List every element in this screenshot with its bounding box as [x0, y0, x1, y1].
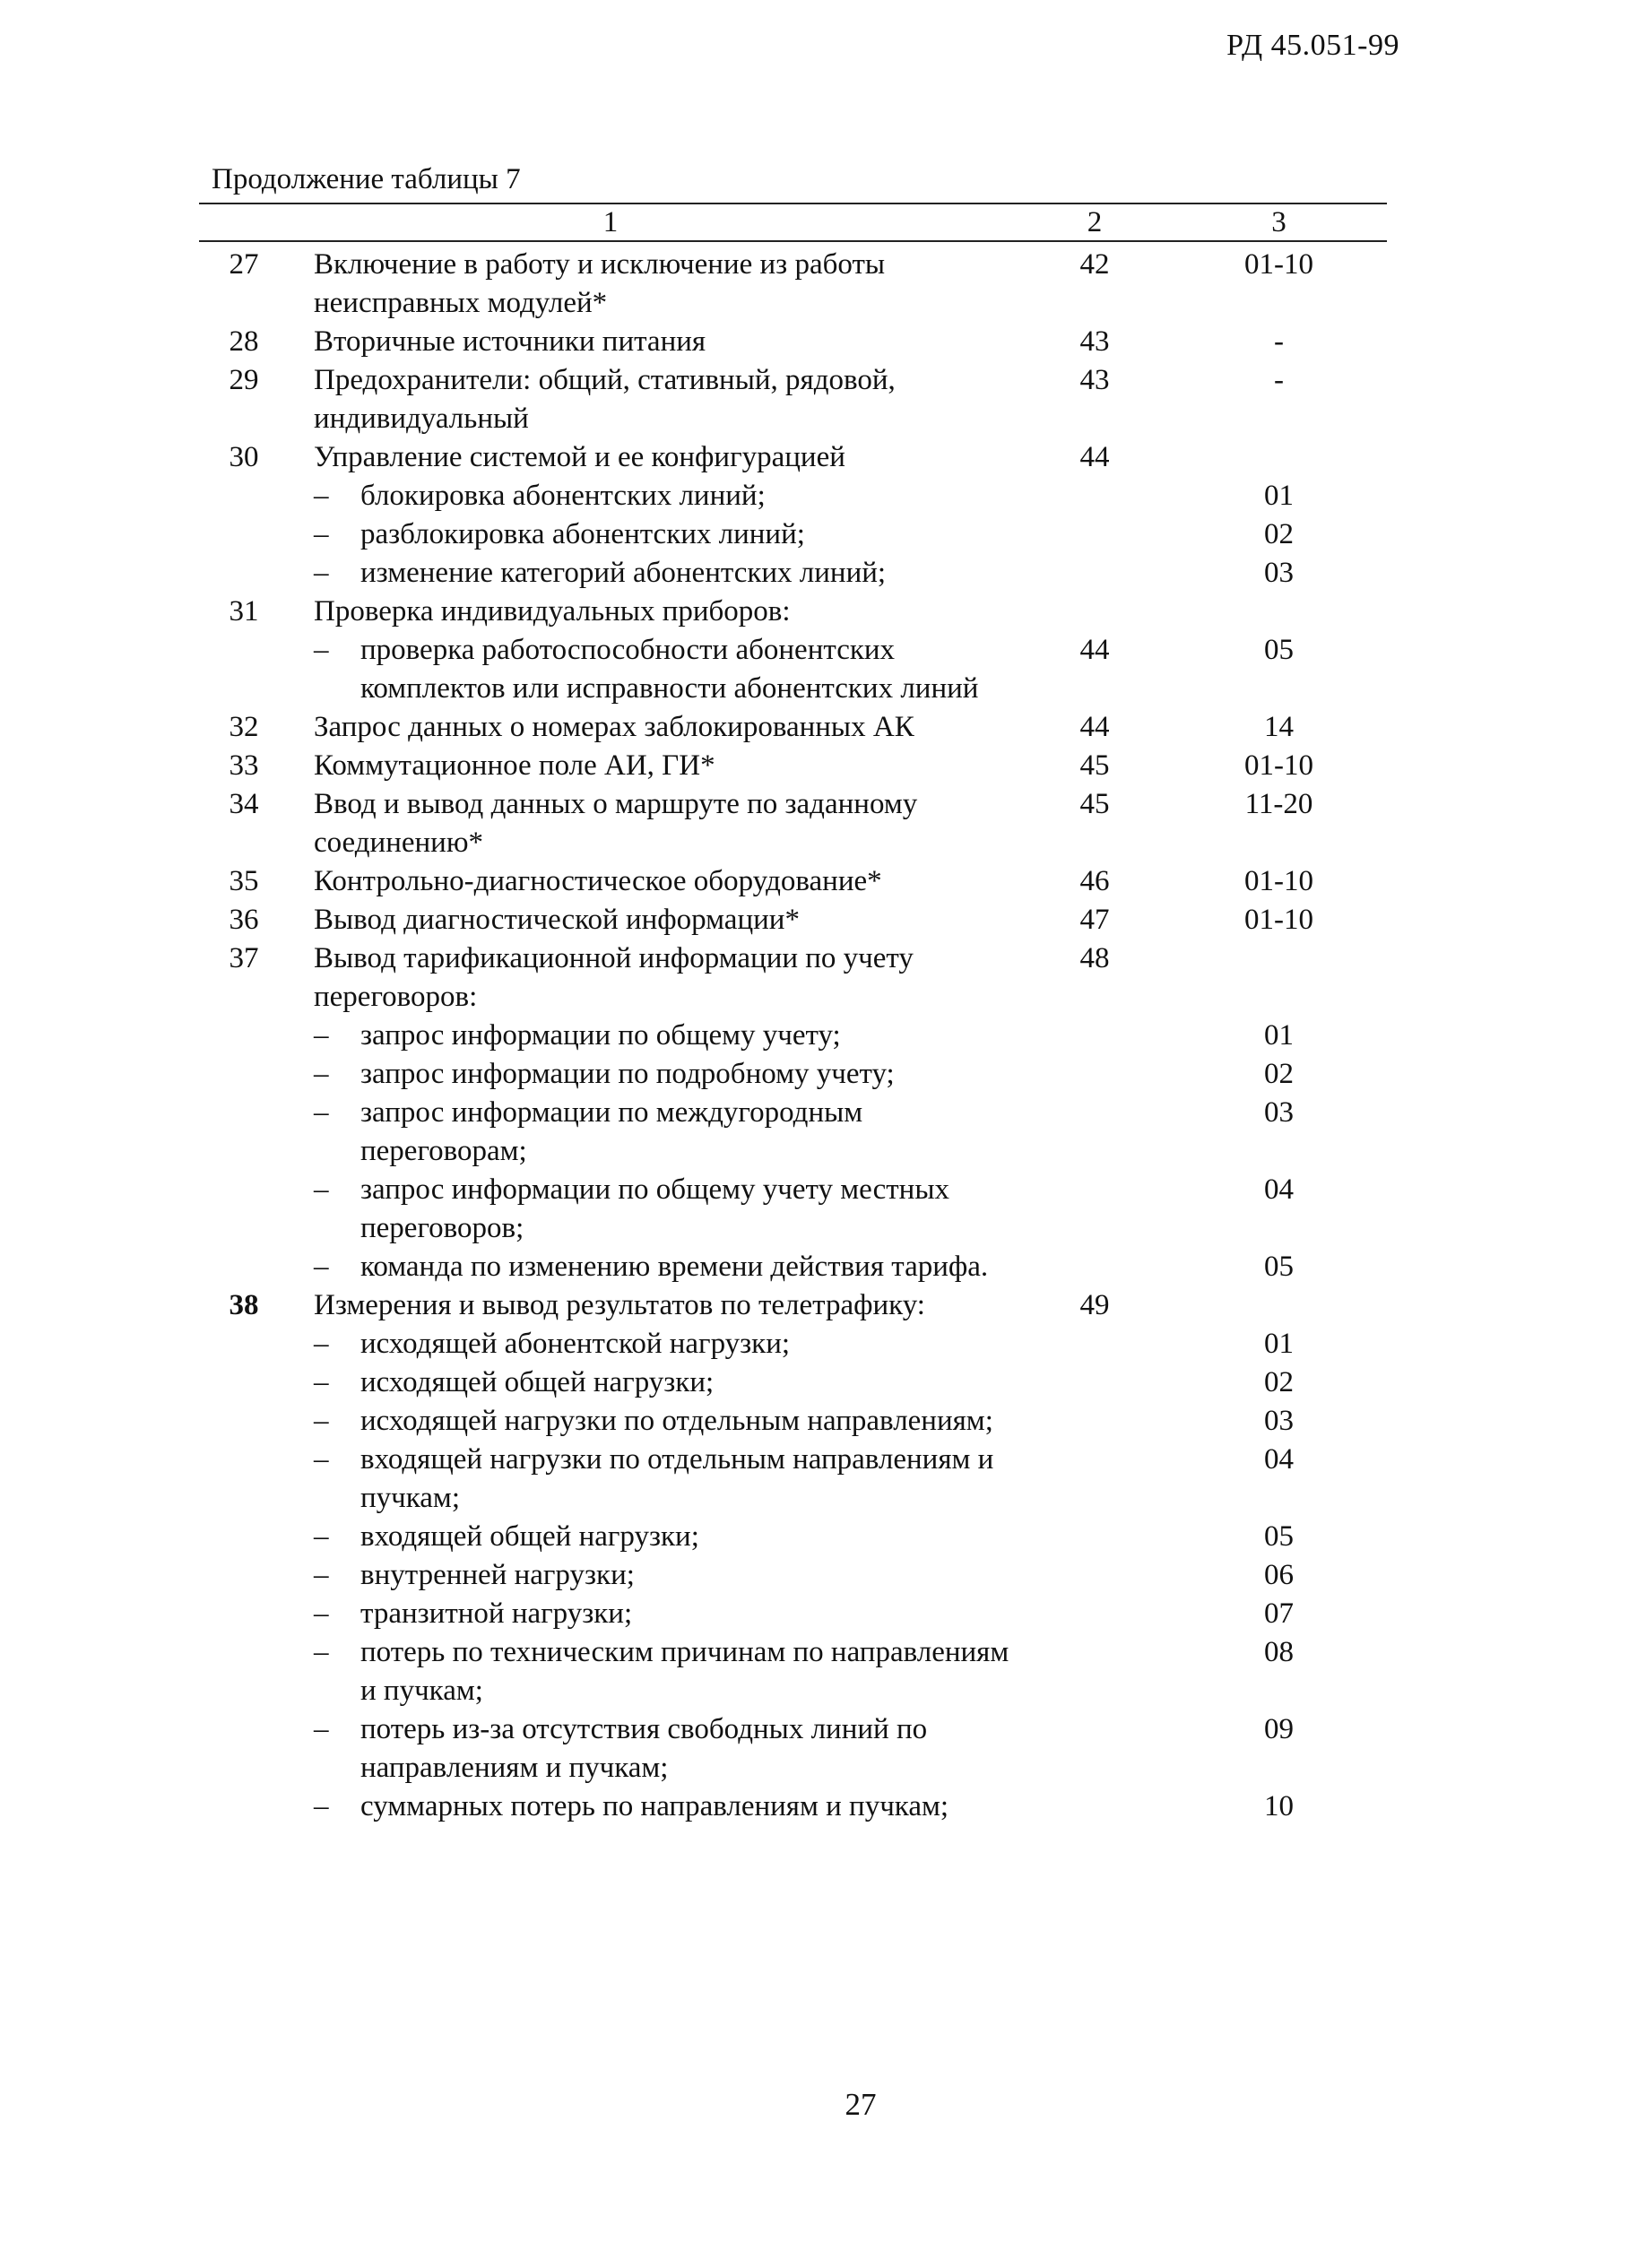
row-col-3: 02 — [1264, 1058, 1294, 1090]
row-number — [188, 1171, 299, 1248]
table-sub-row — [199, 515, 1387, 554]
row-col-3: 07 — [1264, 1597, 1294, 1630]
row-number — [188, 1788, 299, 1826]
list-dash: – — [314, 1559, 329, 1591]
row-number — [188, 631, 299, 708]
row-description — [310, 1402, 1018, 1441]
table-caption: Продолжение таблицы 7 — [212, 163, 521, 195]
row-col-3: 01 — [1264, 1019, 1294, 1052]
row-number — [188, 1017, 299, 1055]
row-col-3: 04 — [1264, 1173, 1294, 1206]
sub-item-text: внутренней нагрузки; — [360, 1559, 635, 1591]
row-col-2 — [1018, 554, 1171, 593]
list-dash: – — [314, 557, 329, 589]
row-col-3: 05 — [1264, 1520, 1294, 1553]
list-dash: – — [314, 480, 329, 512]
list-dash: – — [314, 1790, 329, 1822]
row-description: Ввод и вывод данных о маршруте по заданному соединению* — [314, 788, 918, 859]
row-description: Коммутационное поле АИ, ГИ* — [314, 749, 715, 782]
row-col-2 — [1018, 1017, 1171, 1055]
sub-item-text: запрос информации по общему учету местных переговоров; — [360, 1173, 949, 1244]
row-col-2 — [1018, 1595, 1171, 1633]
row-description — [310, 477, 1018, 515]
table-sub-row — [199, 1402, 1387, 1441]
sub-item-text: команда по изменению времени действия тарифа. — [360, 1251, 989, 1283]
row-number: 27 — [229, 248, 259, 281]
row-col-3: 09 — [1264, 1713, 1294, 1745]
row-col-2 — [1018, 593, 1171, 631]
row-description — [310, 631, 1018, 708]
row-description: Предохранители: общий, стативный, рядовой, индивидуальный — [314, 364, 896, 435]
row-col-3: 01-10 — [1244, 248, 1313, 281]
row-col-3: 01-10 — [1244, 865, 1313, 897]
row-col-3: 05 — [1264, 634, 1294, 666]
table-row — [199, 939, 1387, 1017]
table-row — [199, 747, 1387, 785]
row-col-2 — [1018, 1325, 1171, 1363]
row-col-2: 45 — [1079, 749, 1110, 782]
table-header-row — [199, 204, 1387, 240]
table-row — [199, 361, 1387, 438]
table-sub-row — [199, 1556, 1387, 1595]
row-description — [310, 1248, 1018, 1286]
table-body — [199, 242, 1387, 1826]
row-description: Вторичные источники питания — [314, 325, 706, 358]
row-description — [310, 1171, 1018, 1248]
row-col-2 — [1018, 477, 1171, 515]
table-sub-row — [199, 1363, 1387, 1402]
list-dash: – — [314, 1405, 329, 1437]
row-number: 36 — [229, 904, 259, 936]
row-col-3: - — [1274, 364, 1284, 396]
row-col-2: 43 — [1079, 325, 1110, 358]
sub-item-text: суммарных потерь по направлениям и пучкам; — [360, 1790, 949, 1822]
row-number: 38 — [229, 1289, 259, 1321]
list-dash: – — [314, 1713, 329, 1745]
row-col-2: 47 — [1079, 904, 1110, 936]
row-col-2 — [1018, 1171, 1171, 1248]
list-dash: – — [314, 518, 329, 550]
row-number: 29 — [229, 364, 259, 396]
row-number — [188, 515, 299, 554]
table-row — [199, 901, 1387, 939]
row-description: Запрос данных о номерах заблокированных АК — [314, 711, 914, 743]
sub-item-text: входящей общей нагрузки; — [360, 1520, 699, 1553]
row-number — [188, 477, 299, 515]
sub-item-text: проверка работоспособности абонентских комплектов или исправности абонентских линий — [360, 634, 979, 705]
table-sub-row — [199, 1055, 1387, 1094]
row-number: 34 — [229, 788, 259, 820]
row-col-2: 46 — [1079, 865, 1110, 897]
sub-item-text: транзитной нагрузки; — [360, 1597, 633, 1630]
row-col-2: 44 — [1079, 711, 1110, 743]
row-col-2: 48 — [1079, 942, 1110, 974]
table-sub-row — [199, 1633, 1387, 1710]
row-col-2 — [1018, 1710, 1171, 1788]
row-number — [188, 1710, 299, 1788]
row-number — [188, 554, 299, 593]
row-number — [188, 1402, 299, 1441]
row-col-3: 03 — [1264, 1405, 1294, 1437]
row-description — [310, 554, 1018, 593]
row-col-3: 06 — [1264, 1559, 1294, 1591]
row-number — [188, 1441, 299, 1518]
table-sub-row — [199, 1595, 1387, 1633]
row-number — [188, 1595, 299, 1633]
list-dash: – — [314, 1019, 329, 1052]
row-number: 33 — [229, 749, 259, 782]
row-col-3: 02 — [1264, 1366, 1294, 1398]
row-number — [188, 1518, 299, 1556]
row-description — [310, 515, 1018, 554]
row-col-3 — [1171, 1286, 1387, 1325]
row-col-3: - — [1274, 325, 1284, 358]
row-description: Контрольно-диагностическое оборудование* — [314, 865, 882, 897]
row-description — [310, 1788, 1018, 1826]
row-number: 31 — [229, 595, 259, 628]
row-col-2 — [1018, 1556, 1171, 1595]
row-description — [310, 1325, 1018, 1363]
sub-item-text: запрос информации по общему учету; — [360, 1019, 841, 1052]
table-row — [199, 323, 1387, 361]
table-sub-row — [199, 631, 1387, 708]
document-code: РД 45.051-99 — [1226, 29, 1399, 62]
list-dash: – — [314, 634, 329, 666]
row-description: Включение в работу и исключение из работы неисправных модулей* — [314, 248, 886, 319]
table-sub-row — [199, 554, 1387, 593]
row-number: 37 — [229, 942, 259, 974]
row-col-2 — [1018, 515, 1171, 554]
row-col-2 — [1018, 1441, 1171, 1518]
row-col-2: 42 — [1079, 248, 1110, 281]
row-description — [310, 1633, 1018, 1710]
header-col-3: 3 — [1271, 205, 1286, 238]
list-dash: – — [314, 1058, 329, 1090]
table-sub-row — [199, 1171, 1387, 1248]
table-sub-row — [199, 1017, 1387, 1055]
list-dash: – — [314, 1520, 329, 1553]
header-col-2: 2 — [1087, 205, 1103, 238]
sub-item-text: разблокировка абонентских линий; — [360, 518, 805, 550]
sub-item-text: потерь по техническим причинам по направлениям и пучкам; — [360, 1636, 1009, 1707]
table-sub-row — [199, 1788, 1387, 1826]
table-row — [199, 708, 1387, 747]
list-dash: – — [314, 1096, 329, 1129]
table-row — [199, 1286, 1387, 1325]
row-col-3: 01-10 — [1244, 749, 1313, 782]
page-number: 27 — [845, 2087, 877, 2122]
header-col-1: 1 — [602, 205, 619, 238]
row-col-2 — [1018, 1363, 1171, 1402]
row-col-2 — [1018, 1518, 1171, 1556]
list-dash: – — [314, 1443, 329, 1476]
sub-item-text: входящей нагрузки по отдельным направлениям и пучкам; — [360, 1443, 994, 1514]
table-row — [199, 862, 1387, 901]
row-col-2: 45 — [1079, 788, 1110, 820]
row-col-3: 01-10 — [1244, 904, 1313, 936]
row-col-3: 03 — [1264, 557, 1294, 589]
row-description — [310, 1363, 1018, 1402]
table-row — [199, 593, 1387, 631]
sub-item-text: изменение категорий абонентских линий; — [360, 557, 887, 589]
row-description — [310, 1441, 1018, 1518]
row-number — [188, 1363, 299, 1402]
row-col-3: 03 — [1264, 1096, 1294, 1129]
table-sub-row — [199, 1248, 1387, 1286]
table-sub-row — [199, 477, 1387, 515]
table-7-continuation — [199, 203, 1387, 1826]
sub-item-text: исходящей абонентской нагрузки; — [360, 1328, 791, 1360]
row-number: 35 — [229, 865, 259, 897]
row-number: 30 — [229, 441, 259, 473]
row-description: Вывод тарификационной информации по учету переговоров: — [314, 942, 914, 1013]
row-number: 32 — [229, 711, 259, 743]
sub-item-text: запрос информации по подробному учету; — [360, 1058, 895, 1090]
table-sub-row — [199, 1094, 1387, 1171]
row-col-2: 44 — [1079, 441, 1110, 473]
row-col-3: 02 — [1264, 518, 1294, 550]
row-col-3: 08 — [1264, 1636, 1294, 1668]
row-col-3: 14 — [1264, 711, 1294, 743]
row-description — [310, 1017, 1018, 1055]
row-col-2 — [1018, 1402, 1171, 1441]
row-col-2 — [1018, 1248, 1171, 1286]
row-number — [188, 1633, 299, 1710]
row-description: Вывод диагностической информации* — [314, 904, 800, 936]
row-col-3: 04 — [1264, 1443, 1294, 1476]
row-col-2 — [1018, 1094, 1171, 1171]
table-sub-row — [199, 1710, 1387, 1788]
row-description — [310, 1094, 1018, 1171]
list-dash: – — [314, 1636, 329, 1668]
row-description — [310, 1595, 1018, 1633]
row-description — [310, 1055, 1018, 1094]
table-sub-row — [199, 1325, 1387, 1363]
sub-item-text: потерь из-за отсутствия свободных линий по направлениям и пучкам; — [360, 1713, 928, 1784]
row-col-3: 01 — [1264, 480, 1294, 512]
row-col-2: 43 — [1079, 364, 1110, 396]
row-number — [188, 1055, 299, 1094]
list-dash: – — [314, 1251, 329, 1283]
table-sub-row — [199, 1441, 1387, 1518]
row-description: Управление системой и ее конфигурацией — [314, 441, 845, 473]
list-dash: – — [314, 1366, 329, 1398]
row-description: Проверка индивидуальных приборов: — [314, 595, 791, 628]
row-col-3 — [1171, 438, 1387, 477]
sub-item-text: исходящей нагрузки по отдельным направлениям; — [360, 1405, 993, 1437]
sub-item-text: блокировка абонентских линий; — [360, 480, 766, 512]
sub-item-text: запрос информации по междугородным переговорам; — [360, 1096, 863, 1167]
row-col-3: 01 — [1264, 1328, 1294, 1360]
row-col-2 — [1018, 1633, 1171, 1710]
row-number — [188, 1556, 299, 1595]
row-col-3: 11-20 — [1244, 788, 1313, 820]
table-row — [199, 785, 1387, 862]
table-sub-row — [199, 1518, 1387, 1556]
row-col-3 — [1171, 939, 1387, 1017]
table-row — [199, 246, 1387, 323]
row-description: Измерения и вывод результатов по телетрафику: — [314, 1289, 925, 1321]
row-col-3 — [1171, 593, 1387, 631]
list-dash: – — [314, 1328, 329, 1360]
row-description — [310, 1710, 1018, 1788]
row-number — [188, 1325, 299, 1363]
table-row — [199, 438, 1387, 477]
row-number — [188, 1094, 299, 1171]
row-col-2 — [1018, 1055, 1171, 1094]
row-col-2: 49 — [1079, 1289, 1110, 1321]
row-number — [188, 1248, 299, 1286]
row-description — [310, 1556, 1018, 1595]
list-dash: – — [314, 1597, 329, 1630]
list-dash: – — [314, 1173, 329, 1206]
row-col-2 — [1018, 1788, 1171, 1826]
row-number: 28 — [229, 325, 259, 358]
row-col-3: 10 — [1264, 1790, 1294, 1822]
sub-item-text: исходящей общей нагрузки; — [360, 1366, 715, 1398]
row-col-3: 05 — [1264, 1251, 1294, 1283]
row-col-2: 44 — [1079, 634, 1110, 666]
row-description — [310, 1518, 1018, 1556]
